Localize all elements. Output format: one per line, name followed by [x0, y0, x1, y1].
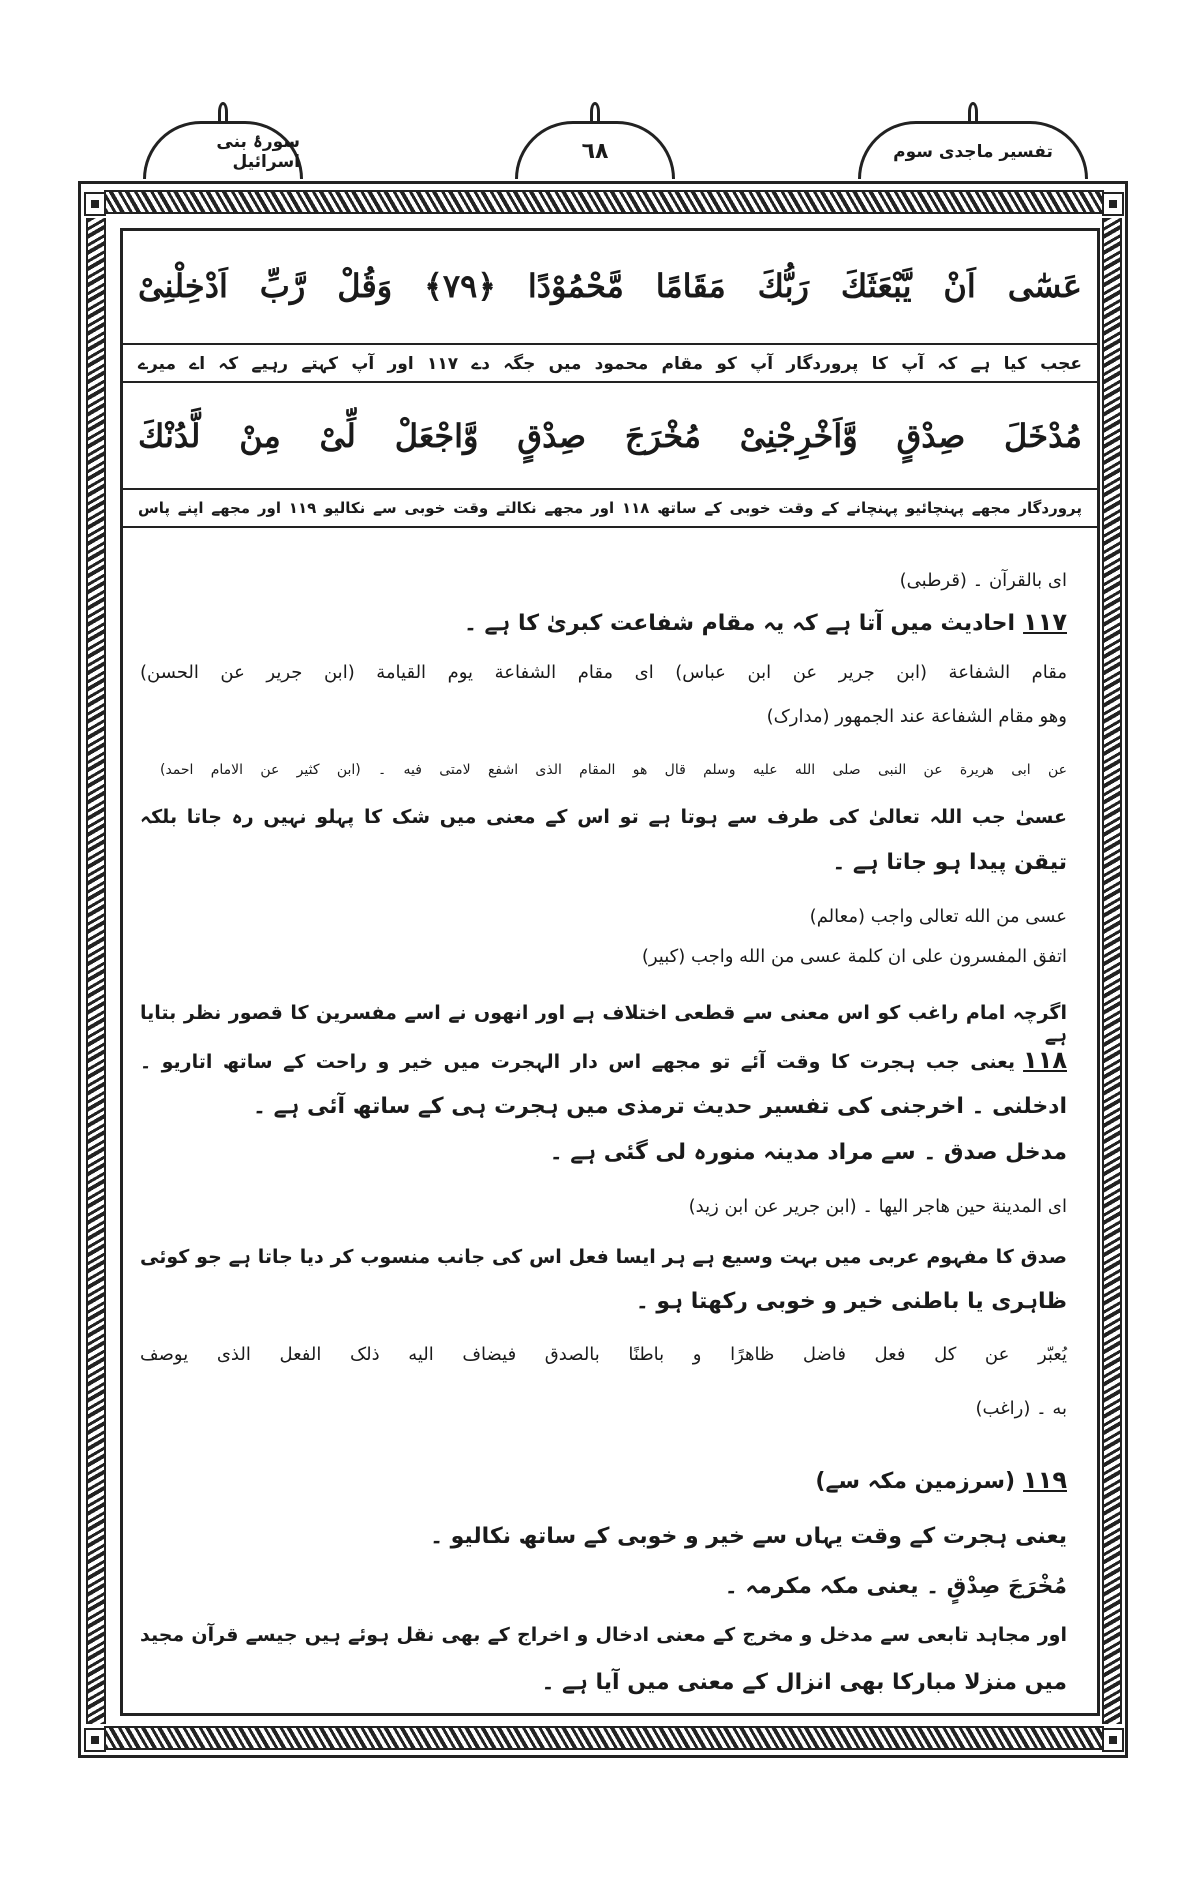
verse-1-translation-row	[120, 345, 1100, 383]
verse-2-row	[120, 383, 1100, 490]
commentary-line: صدق کا مفہوم عربی میں بہت وسیع ہے ہر ایسا فعل اس کی جانب منسوب کر دیا جاتا ہے جو کوئی	[140, 1246, 1067, 1268]
book-title-ornament	[858, 121, 1088, 179]
footnote-number: ١١٩	[1023, 1466, 1067, 1494]
commentary-text: (سرزمین مکہ سے)	[815, 1469, 1016, 1494]
left-chain-border	[86, 218, 106, 1724]
commentary-line: مدخل صدق ۔ سے مراد مدینہ منورہ لی گئی ہے ۔	[549, 1140, 1067, 1165]
commentary-line: تیقن پیدا ہو جاتا ہے ۔	[832, 850, 1067, 875]
commentary-line: مقام الشفاعة (ابن جریر عن ابن عباس) ای مقام الشفاعة یوم القیامة (ابن جریر عن الحسن)	[140, 662, 1067, 683]
top-chain-border	[104, 190, 1104, 214]
commentary-line: ای بالقرآن ۔ (قرطبی)	[899, 570, 1067, 591]
commentary-line: ظاہری یا باطنی خیر و خوبی رکھتا ہو ۔	[635, 1289, 1067, 1314]
verse-1-row	[120, 228, 1100, 345]
verse-2: مُدْخَلَ صِدْقٍ وَّاَخْرِجْنِیْ مُخْرَجَ صِدْقٍ وَّاجْعَلْ لِّیْ مِنْ لَّدُنْكَ	[138, 416, 1082, 455]
footnote-number: ١١٧	[1023, 608, 1067, 636]
footnote-number: ١١٨	[1023, 1046, 1067, 1074]
commentary-line: عن ابی هریرة عن النبی صلی الله علیه وسلم قال هو المقام الذی اشفع لامتی فیه ۔ (ابن کثیر عن الامام احمد)	[160, 762, 1067, 778]
surah-name: سورۂ بنی اسرائیل	[216, 132, 300, 172]
commentary-line: وهو مقام الشفاعة عند الجمهور (مدارک)	[766, 706, 1067, 727]
corner-ornament	[1102, 192, 1124, 216]
commentary-note-119	[140, 1466, 1067, 1494]
commentary-line: مُخْرَجَ صِدْقٍ ۔ یعنی مکہ مکرمہ ۔	[724, 1574, 1067, 1599]
corner-ornament	[84, 192, 106, 216]
commentary-note-117	[140, 608, 1067, 636]
commentary-text: یعنی جب ہجرت کا وقت آئے تو مجھے اس دار الہجرت میں خیر و راحت کے ساتھ اتاریو ۔	[140, 1051, 1016, 1073]
page-number-ornament	[515, 121, 675, 179]
verse-1: عَسٰٓی اَنْ یَّبْعَثَكَ رَبُّكَ مَقَامًا مَّحْمُوْدًا ﴿٧٩﴾ وَقُلْ رَّبِّ اَدْخِلْنِیْ	[138, 266, 1083, 305]
right-chain-border	[1102, 218, 1122, 1724]
commentary-line: عسیٰ جب اللہ تعالیٰ کی طرف سے ہوتا ہے تو اس کے معنی میں شک کا پہلو نہیں رہ جاتا بلکہ	[140, 806, 1067, 828]
verse-2-translation-row	[120, 490, 1100, 528]
bottom-chain-border	[104, 1726, 1104, 1750]
commentary-note-118	[140, 1046, 1067, 1074]
book-title: تفسیر ماجدی سوم	[893, 141, 1053, 162]
commentary-line: یعنی ہجرت کے وقت یہاں سے خیر و خوبی کے ساتھ نکالیو ۔	[430, 1524, 1067, 1549]
verse-2-translation: پروردگار مجھے پہنچائیو پہنچانے کے وقت خوبی کے ساتھ ١١٨ اور مجھے نکالتے وقت خوبی سے نکالیو ١١٩ اور مجھے اپنے پاس	[138, 499, 1082, 517]
commentary-line: به ۔ (راغب)	[975, 1398, 1067, 1419]
commentary-line: یُعبّر عن کل فعل فاضل ظاهرًا و باطنًا بالصدق فیضاف الیه ذلک الفعل الذی یوصف	[140, 1344, 1067, 1365]
commentary-text: احادیث میں آتا ہے کہ یہ مقام شفاعت کبریٰ کا ہے ۔	[463, 611, 1016, 636]
commentary-line: میں منزلا مبارکا بھی انزال کے معنی میں آیا ہے ۔	[541, 1670, 1067, 1695]
commentary-line: ای المدینة حین هاجر الیها ۔ (ابن جریر عن ابن زید)	[688, 1196, 1067, 1217]
page-number: ٦٨	[581, 139, 609, 164]
verse-1-translation: عجب کیا ہے کہ آپ کا پروردگار آپ کو مقام محمود میں جگہ دے ١١٧ اور آپ کہتے رہیے کہ اے میرے	[138, 353, 1082, 374]
commentary-line: اتفق المفسرون علی ان کلمة عسی من الله واجب (کبیر)	[641, 946, 1067, 967]
commentary-line: عسی من الله تعالی واجب (معالم)	[809, 906, 1067, 927]
commentary-line: ادخلنی ۔ اخرجنی کی تفسیر حدیث ترمذی میں ہجرت ہی کے ساتھ آئی ہے ۔	[253, 1094, 1067, 1119]
corner-ornament	[84, 1728, 106, 1752]
commentary-line: اور مجاہد تابعی سے مدخل و مخرج کے معنی ادخال و اخراج کے بھی نقل ہوئے ہیں جیسے قرآن مجید	[140, 1624, 1067, 1646]
surah-name-ornament	[143, 121, 303, 179]
corner-ornament	[1102, 1728, 1124, 1752]
commentary-line: اگرچہ امام راغب کو اس معنی سے قطعی اختلاف ہے اور انھوں نے اسے مفسرین کا قصور نظر بتایا ہے	[140, 1002, 1067, 1046]
